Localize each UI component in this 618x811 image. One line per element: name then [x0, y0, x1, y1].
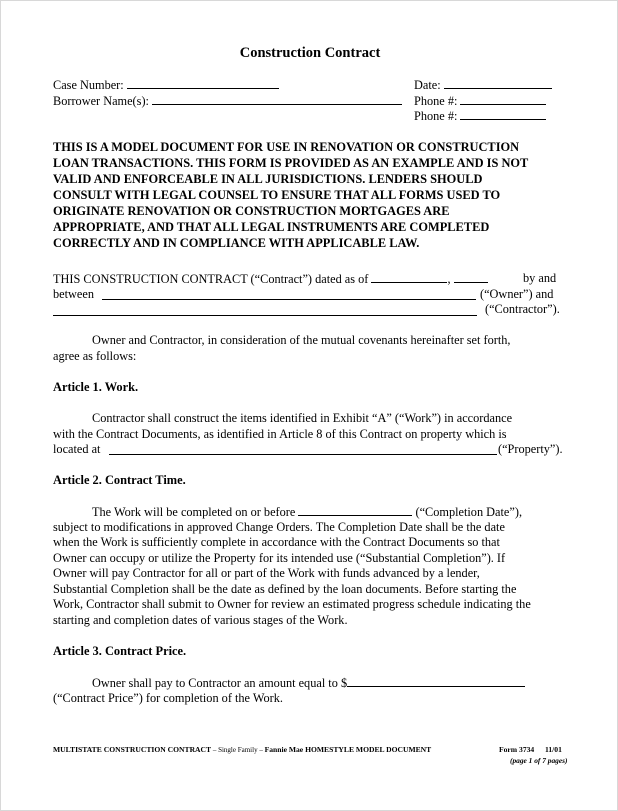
borrower-name-label: Borrower Name(s): [53, 94, 149, 108]
phone-label-2: Phone #: [414, 109, 458, 123]
footer-form-number: Form 3734 [499, 745, 535, 754]
article-2-heading: Article 2. Contract Time. [53, 473, 186, 487]
contractor-label: (“Contractor”). [485, 302, 560, 316]
article-3-heading: Article 3. Contract Price. [53, 644, 187, 658]
article-2-line: when the Work is sufficiently complete in accordance with the Contract Documents so that [53, 535, 500, 549]
contract-date-blank[interactable] [371, 271, 447, 283]
case-number-field [53, 77, 279, 94]
article-2-line: Owner will pay Contractor for all or part of the Work with funds advanced by a lender, [53, 566, 480, 580]
article-2-line: Work, Contractor shall submit to Owner for review an estimated progress schedule indicating the [53, 597, 531, 611]
borrower-name-field [53, 93, 402, 110]
footer-title-a: MULTISTATE CONSTRUCTION CONTRACT [53, 745, 212, 754]
completion-text: The Work will be completed on or before [92, 505, 296, 519]
article-3-first-line [92, 675, 525, 692]
consideration-line: agree as follows: [53, 349, 137, 363]
contract-price-text: Owner shall pay to Contractor an amount equal to $ [92, 676, 348, 690]
footer-page-number: (page 1 of 7 pages) [510, 756, 568, 765]
article-2-line: Owner can occupy or utilize the Property for its intended use (“Substantial Completion”). If [53, 551, 506, 565]
footer-form-date: 11/01 [545, 745, 562, 754]
warning-line: CONSULT WITH LEGAL COUNSEL TO ENSURE THAT ALL FORMS USED TO [53, 188, 501, 202]
footer-title [53, 745, 431, 754]
footer-title-c: Fannie Mae HOMESTYLE MODEL DOCUMENT [264, 745, 432, 754]
completion-date-blank[interactable] [298, 504, 412, 516]
article-1-line: with the Contract Documents, as identified in Article 8 of this Contract on property which is [53, 427, 507, 441]
contract-year-blank[interactable] [454, 271, 488, 283]
case-number-label: Case Number: [53, 78, 124, 92]
property-label: (“Property”). [498, 442, 563, 456]
article-2-line: starting and completion dates of various stages of the Work. [53, 613, 348, 627]
date-field [414, 77, 552, 94]
date-blank[interactable] [444, 77, 552, 89]
completion-date-label: (“Completion Date”), [415, 505, 523, 519]
intro-between: between [53, 287, 94, 301]
article-1-heading: Article 1. Work. [53, 380, 139, 394]
warning-line: VALID AND ENFORCEABLE IN ALL JURISDICTIONS. LENDERS SHOULD [53, 172, 483, 186]
document-title: Construction Contract [239, 45, 381, 61]
article-1-line: Contractor shall construct the items identified in Exhibit “A” (“Work”) in accordance [92, 411, 513, 425]
article-2-line: Substantial Completion shall be the date as defined by the loan documents. Before starting the [53, 582, 517, 596]
located-at-label: located at [53, 442, 101, 456]
footer-title-b: – Single Family – [211, 746, 265, 754]
phone-blank-2[interactable] [460, 108, 546, 120]
consideration-line: Owner and Contractor, in consideration of the mutual covenants hereinafter set forth, [92, 333, 511, 347]
article-2-first-line [92, 504, 522, 521]
warning-line: THIS IS A MODEL DOCUMENT FOR USE IN RENOVATION OR CONSTRUCTION [53, 140, 520, 154]
warning-line: APPROPRIATE, AND THAT ALL LEGAL INSTRUMENTS ARE COMPLETED [53, 220, 490, 234]
case-number-blank[interactable] [127, 77, 279, 89]
intro-line-1 [53, 271, 488, 288]
contractor-name-blank[interactable] [53, 315, 477, 316]
phone-blank-1[interactable] [460, 93, 546, 105]
phone-field-2 [414, 108, 546, 125]
owner-name-blank[interactable] [102, 299, 476, 300]
model-document-warning [53, 139, 528, 251]
intro-by-and: by and [523, 271, 557, 285]
article-3-line: (“Contract Price”) for completion of the Work. [53, 691, 283, 705]
warning-line: LOAN TRANSACTIONS. THIS FORM IS PROVIDED AS AN EXAMPLE AND IS NOT [53, 156, 529, 170]
intro-text: THIS CONSTRUCTION CONTRACT (“Contract”) dated as of [53, 272, 369, 286]
owner-label: (“Owner”) and [480, 287, 554, 301]
borrower-name-blank[interactable] [152, 93, 402, 105]
property-address-blank[interactable] [109, 454, 497, 455]
phone-label-1: Phone #: [414, 94, 458, 108]
contract-price-blank[interactable] [347, 675, 525, 687]
article-2-line: subject to modifications in approved Change Orders. The Completion Date shall be the date [53, 520, 505, 534]
date-label: Date: [414, 78, 441, 92]
warning-line: ORIGINATE RENOVATION OR CONSTRUCTION MORTGAGES ARE [53, 204, 450, 218]
intro-comma: , [447, 272, 451, 286]
warning-line: CORRECTLY AND IN COMPLIANCE WITH APPLICABLE LAW. [53, 236, 420, 250]
